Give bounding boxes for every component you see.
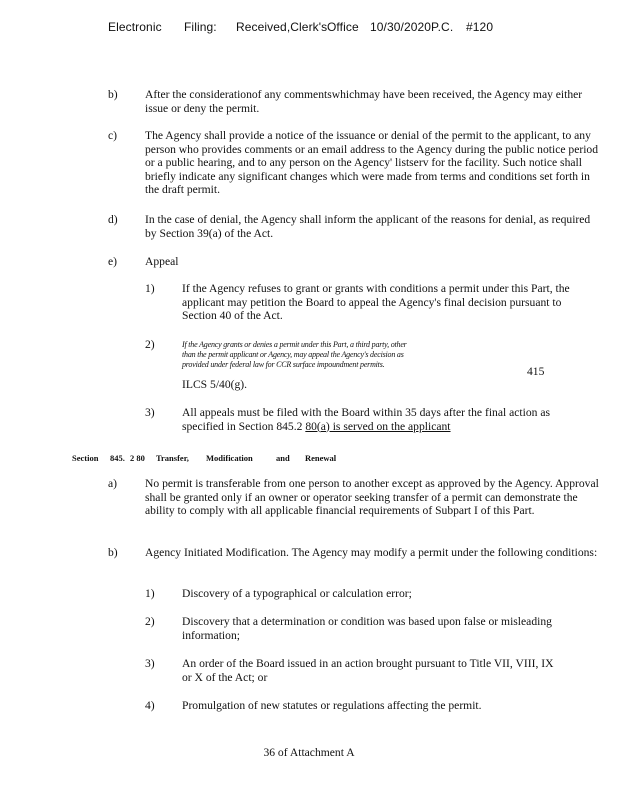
item-text: The Agency shall provide a notice of the issuance or denial of the permit to the applicant, to any person who provides comments or an email address to the Agency during the public notice period or a public hearing, and to any person on the Agency' listserv for the facility. Such notice shall briefly indicate any significant changes which were made from terms and conditions set forth in the draft permit. bbox=[145, 129, 599, 197]
item-label: b) bbox=[108, 88, 118, 101]
condition-text: Discovery that a determination or condition was based upon false or misleading information; bbox=[182, 615, 552, 642]
condition-label: 3) bbox=[145, 657, 155, 670]
statute-number: 415 bbox=[527, 365, 545, 378]
item-text: In the case of denial, the Agency shall inform the applicant of the reasons for denial, as required by Section 39(a) of the Act. bbox=[145, 213, 591, 240]
appeal-text bbox=[182, 406, 562, 433]
appeal-heading: Appeal bbox=[145, 255, 179, 268]
header-part: #120 bbox=[466, 20, 494, 34]
page-footer: 36 of Attachment A bbox=[263, 746, 355, 759]
appeal-label: 2) bbox=[145, 338, 155, 351]
condition-label: 2) bbox=[145, 615, 155, 628]
appeal-text-main: All appeals must be filed with the Board within 35 days after the final action as specified in Section 845.2 bbox=[182, 406, 551, 433]
small-line: If the Agency grants or denies a permit under this Part, a third party, other bbox=[182, 340, 407, 349]
item-label: e) bbox=[108, 255, 118, 268]
item-text: After the considerationof any commentswhichmay have been received, the Agency may either issue or deny the permit. bbox=[145, 88, 583, 115]
appeal-small-text bbox=[182, 340, 542, 370]
section-part: 2 80 bbox=[130, 453, 145, 463]
statute-cite: ILCS 5/40(g). bbox=[182, 378, 248, 391]
header-part: 10/30/2020P.C. bbox=[370, 20, 454, 34]
item-text: No permit is transferable from one person to another except as approved by the Agency. Approval shall be granted only if an owner or operator seeking transfer of a permit can demonstrate the ability to comply with all applicable financial requirements of Subpart I of this Part. bbox=[145, 477, 599, 518]
header-part: Received,Clerk's bbox=[236, 20, 328, 34]
small-line: than the permit applicant or Agency, may appeal the Agency's decision as bbox=[182, 350, 404, 359]
item-text: Agency Initiated Modification. The Agency may modify a permit under the following conditions: bbox=[145, 546, 598, 559]
condition-label: 4) bbox=[145, 699, 155, 712]
condition-label: 1) bbox=[145, 587, 155, 600]
condition-text: Discovery of a typographical or calculation error; bbox=[182, 587, 412, 600]
section-part: 845. bbox=[110, 453, 125, 463]
header-part: Filing: bbox=[184, 20, 217, 34]
section-part: Renewal bbox=[305, 453, 337, 463]
item-label: b) bbox=[108, 546, 118, 559]
appeal-text: If the Agency refuses to grant or grants with conditions a permit under this Part, the applicant may petition the Board to appeal the Agency's final decision pursuant to Section 40 of the Act. bbox=[182, 282, 570, 323]
section-part: Section bbox=[72, 453, 99, 463]
header-part: Office bbox=[327, 20, 359, 34]
appeal-label: 1) bbox=[145, 282, 155, 295]
small-line: provided under federal law for CCR surface impoundment permits. bbox=[182, 360, 385, 369]
appeal-text-underlined: 80(a) is served on the applicant bbox=[305, 419, 451, 433]
condition-text: An order of the Board issued in an action brought pursuant to Title VII, VIII, IX or X of the Act; or bbox=[182, 657, 554, 684]
item-label: d) bbox=[108, 213, 118, 226]
section-part: Modification bbox=[206, 453, 253, 463]
section-part: and bbox=[276, 453, 290, 463]
item-label: a) bbox=[108, 477, 118, 490]
header-part: Electronic bbox=[108, 20, 162, 34]
condition-text: Promulgation of new statutes or regulations affecting the permit. bbox=[182, 699, 482, 712]
appeal-label: 3) bbox=[145, 406, 155, 419]
section-part: Transfer, bbox=[156, 453, 189, 463]
item-label: c) bbox=[108, 129, 118, 142]
